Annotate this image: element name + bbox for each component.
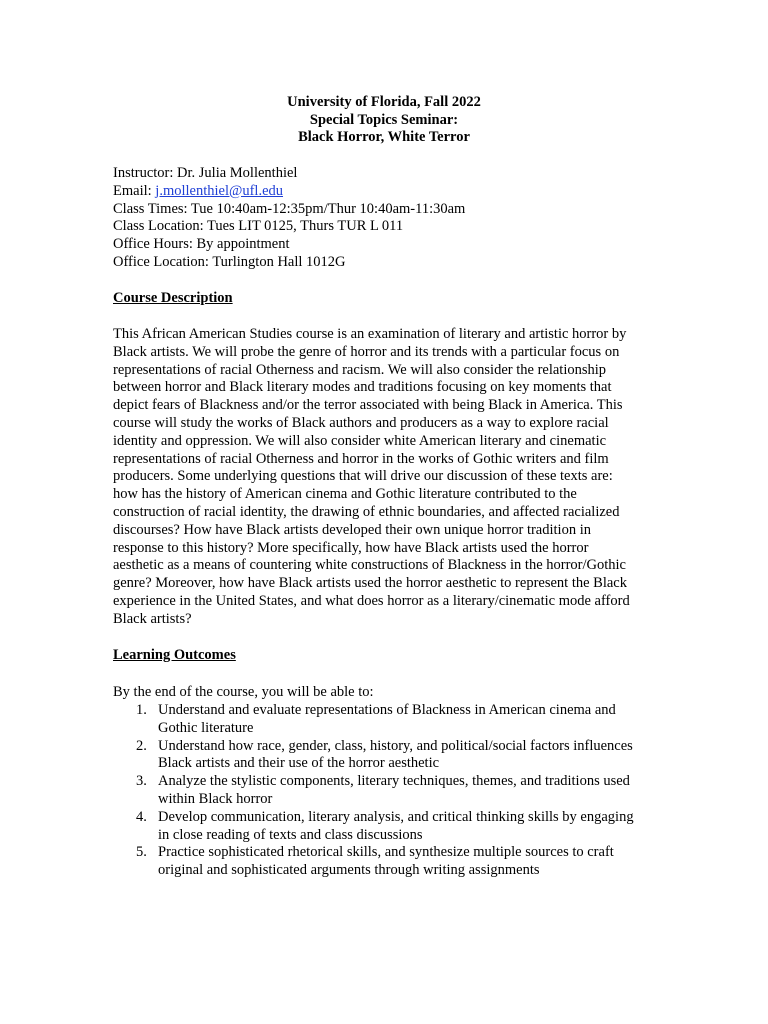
description-line: experience in the United States, and what does horror as a literary/cinematic mode afford: [113, 592, 630, 609]
description-line: Black artists?: [113, 610, 192, 627]
course-description-body: [113, 326, 658, 629]
email-row: [113, 183, 673, 201]
description-line: This African American Studies course is an examination of literary and artistic horror by: [113, 326, 627, 342]
instructor: Instructor: Dr. Julia Mollenthiel: [113, 165, 298, 181]
description-line: representations of racial Otherness and horror in the works of Gothic writers and film: [113, 450, 609, 467]
description-line: between horror and Black literary modes and traditions focusing on key moments that: [113, 379, 612, 396]
outcome-text: Practice sophisticated rhetorical skills, and synthesize multiple sources to craft: [158, 844, 614, 861]
description-line: genre? Moreover, how have Black artists used the horror aesthetic to represent the Black: [113, 575, 627, 592]
outcome-text: original and sophisticated arguments through writing assignments: [158, 862, 540, 879]
description-line: how has the history of American cinema and Gothic literature contributed to the: [113, 486, 577, 503]
class-times: Class Times: Tue 10:40am-12:35pm/Thur 10:40am-11:30am: [113, 200, 466, 217]
outcome-item: [113, 738, 673, 774]
description-line: aesthetic as a means of countering white constructions of Blackness in the horror/Gothic: [113, 557, 626, 574]
description-line: Black artists. We will probe the genre of horror and its trends with a particular focus on: [113, 343, 620, 360]
outcome-text: Understand how race, gender, class, history, and political/social factors influences: [158, 737, 633, 754]
university-term: University of Florida, Fall 2022: [287, 94, 481, 110]
outcome-text: Gothic literature: [158, 719, 254, 736]
office-hours: Office Hours: By appointment: [113, 236, 290, 253]
description-line: response to this history? More specifically, how have Black artists used the horror: [113, 539, 589, 556]
outcome-text: Analyze the stylistic components, literary techniques, themes, and traditions used: [158, 773, 630, 790]
learning-outcomes-intro: By the end of the course, you will be able to:: [113, 684, 374, 700]
learning-outcomes-heading: Learning Outcomes: [113, 647, 236, 663]
description-line: producers. Some underlying questions that will drive our discussion of these texts are:: [113, 468, 613, 485]
description-line: discourses? How have Black artists developed their own unique horror tradition in: [113, 521, 591, 538]
outcome-number: 5.: [136, 844, 147, 861]
email-label: Email:: [113, 182, 156, 199]
office-location: Office Location: Turlington Hall 1012G: [113, 253, 346, 270]
outcome-item: [113, 844, 673, 880]
outcome-text: Black artists and their use of the horror aesthetic: [158, 755, 440, 772]
description-line: construction of racial identity, the drawing of ethnic boundaries, and affected racialized: [113, 503, 620, 520]
outcome-number: 4.: [136, 808, 147, 825]
class-location: Class Location: Tues LIT 0125, Thurs TUR L 011: [113, 218, 404, 235]
outcome-text: within Black horror: [158, 790, 273, 807]
seminar-label: Special Topics Seminar:: [309, 111, 459, 128]
outcome-number: 2.: [136, 737, 147, 754]
description-line: identity and oppression. We will also consider white American literary and cinematic: [113, 432, 607, 449]
outcome-number: 1.: [136, 702, 147, 718]
outcome-number: 3.: [136, 773, 147, 790]
outcome-item: [113, 702, 673, 738]
outcome-item: [113, 809, 673, 845]
course-title: Black Horror, White Terror: [298, 129, 470, 145]
outcome-text: Understand and evaluate representations of Blackness in American cinema and: [158, 702, 616, 718]
outcome-item: [113, 773, 673, 809]
outcome-text: Develop communication, literary analysis, and critical thinking skills by engaging: [158, 808, 634, 825]
course-info: [113, 165, 673, 272]
syllabus-header: [0, 94, 768, 147]
description-line: depict fears of Blackness and/or the terror associated with being Black in America. This: [113, 397, 623, 414]
description-line: representations of racial Otherness and racism. We will also consider the relationship: [113, 361, 607, 378]
description-line: course will study the works of Black authors and producers as a way to explore racial: [113, 414, 609, 431]
course-description-heading: Course Description: [113, 290, 233, 306]
learning-outcomes-list: [113, 702, 673, 880]
email-link[interactable]: j.mollenthiel@ufl.edu: [155, 182, 284, 199]
outcome-text: in close reading of texts and class discussions: [158, 826, 423, 843]
